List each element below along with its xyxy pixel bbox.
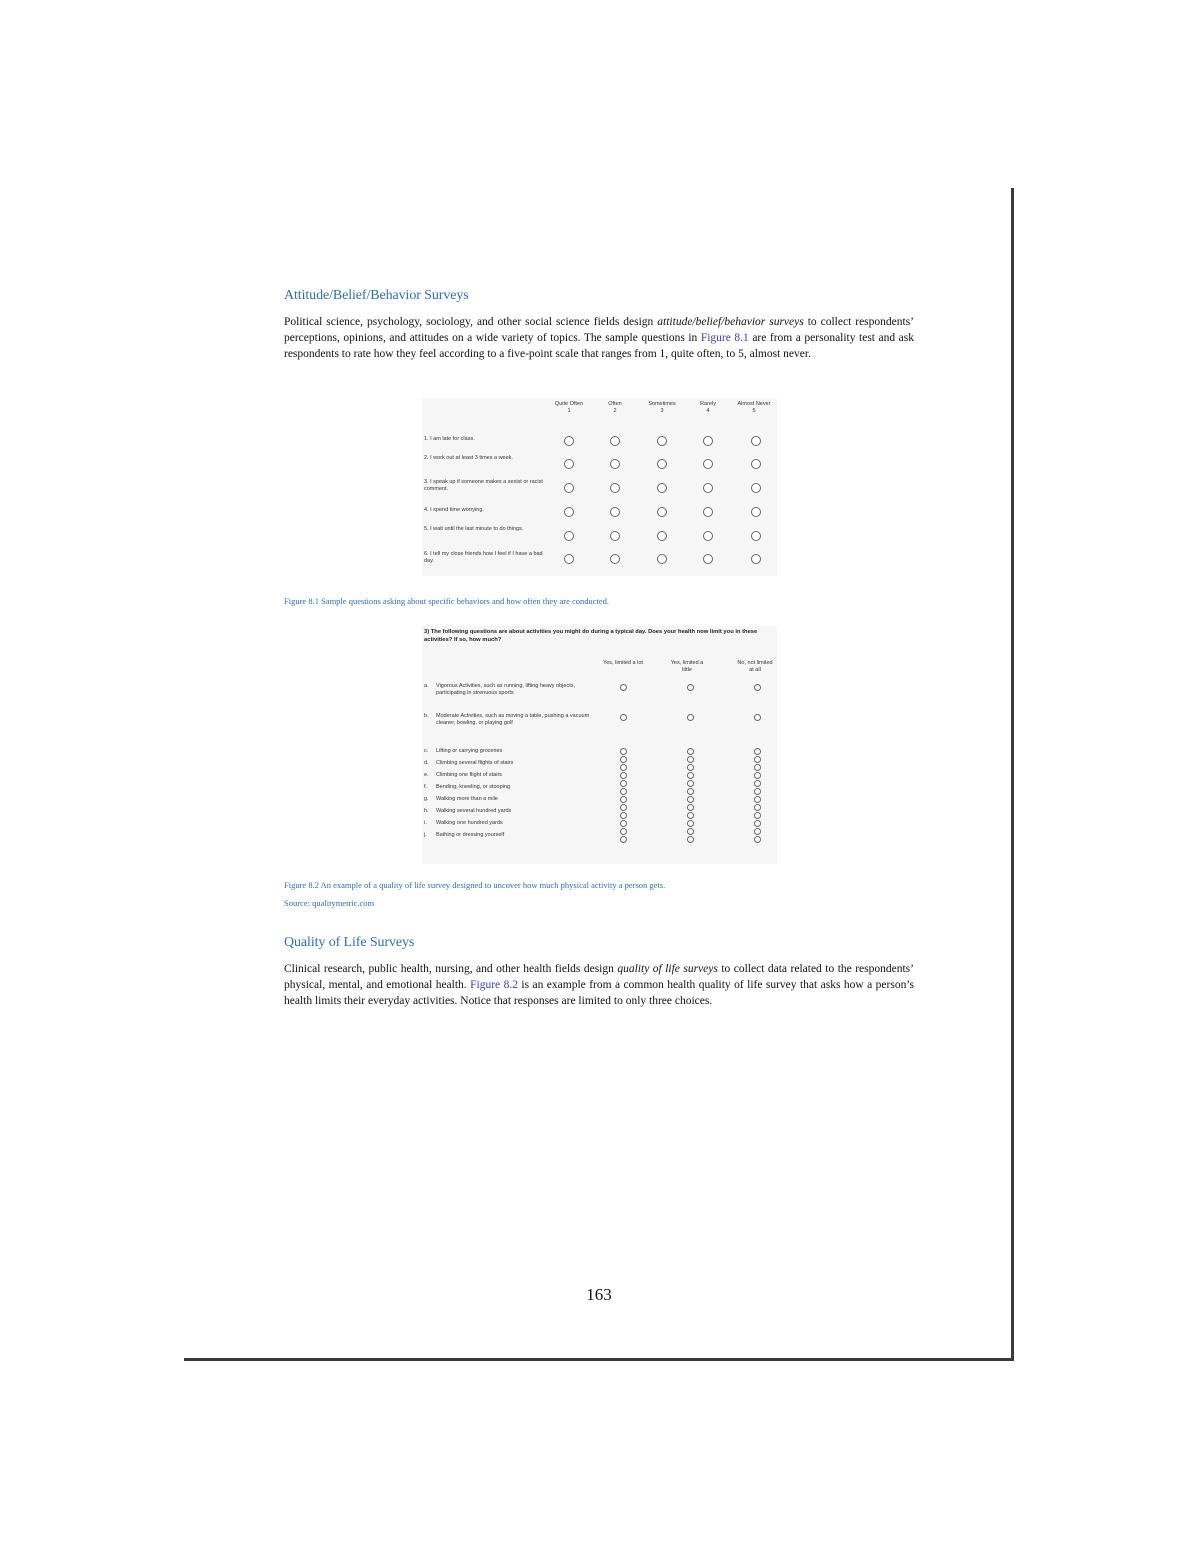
- column-header: Sometimes 3: [648, 401, 676, 414]
- item-letter: j.: [424, 832, 427, 838]
- limit-radio[interactable]: [620, 812, 627, 819]
- item-letter: f.: [424, 784, 428, 790]
- scale-radio[interactable]: [564, 554, 574, 564]
- scale-radio[interactable]: [657, 483, 667, 493]
- section-paragraph: Political science, psychology, sociology, and other social science fields design attitude/belief/behavior surveys to collect respondents’ perceptions, opinions, and attitudes on a wide variety of topics. The sample questions in Figure 8.1 are from a personality test and ask respondents to rate how they feel according to a five-point scale that ranges from 1, quite often, to 5, almost never.: [284, 316, 915, 360]
- scale-radio[interactable]: [703, 459, 713, 469]
- limit-radio[interactable]: [620, 804, 627, 811]
- survey-question: 3. I speak up if someone makes a sexist or racist comment.: [424, 479, 543, 492]
- limit-radio[interactable]: [754, 804, 761, 811]
- scale-radio[interactable]: [657, 554, 667, 564]
- scale-radio[interactable]: [751, 436, 761, 446]
- document-page: [184, 188, 1014, 1361]
- section-heading: Quality of Life Surveys: [284, 935, 415, 950]
- limit-radio[interactable]: [687, 764, 694, 771]
- figure-8-2-caption: Figure 8.2 An example of a quality of life survey designed to uncover how much physical activity a person gets.: [284, 880, 666, 890]
- item-letter: e.: [424, 772, 429, 778]
- limit-radio[interactable]: [754, 764, 761, 771]
- limit-radio[interactable]: [687, 756, 694, 763]
- limit-radio[interactable]: [687, 788, 694, 795]
- limit-radio[interactable]: [754, 812, 761, 819]
- column-header: No, not limited at all: [737, 660, 773, 673]
- limit-radio[interactable]: [620, 748, 627, 755]
- survey-question: 2. I work out at least 3 times a week.: [424, 455, 513, 461]
- limit-radio[interactable]: [754, 796, 761, 803]
- scale-radio[interactable]: [610, 554, 620, 564]
- scale-radio[interactable]: [703, 531, 713, 541]
- limit-radio[interactable]: [620, 772, 627, 779]
- limit-radio[interactable]: [754, 780, 761, 787]
- page-number: 163: [586, 1285, 612, 1304]
- scale-radio[interactable]: [610, 459, 620, 469]
- scale-radio[interactable]: [610, 531, 620, 541]
- survey-question: 6. I tell my close friends how I feel if I have a bad day.: [424, 551, 543, 564]
- scale-radio[interactable]: [703, 483, 713, 493]
- activity-item: Climbing several flights of stairs: [436, 760, 514, 766]
- scale-radio[interactable]: [751, 459, 761, 469]
- scale-radio[interactable]: [657, 507, 667, 517]
- scale-radio[interactable]: [610, 507, 620, 517]
- column-header: Rarely 4: [700, 401, 716, 414]
- scale-radio[interactable]: [703, 554, 713, 564]
- survey-question: 5. I wait until the last minute to do things.: [424, 526, 524, 532]
- limit-radio[interactable]: [687, 812, 694, 819]
- scale-radio[interactable]: [703, 436, 713, 446]
- figure-8-2: [422, 626, 777, 864]
- column-header: Almost Never 5: [737, 401, 771, 414]
- limit-radio[interactable]: [687, 828, 694, 835]
- limit-radio[interactable]: [620, 714, 627, 721]
- figure-8-1-caption: Figure 8.1 Sample questions asking about specific behaviors and how often they are conducted.: [284, 596, 610, 606]
- limit-radio[interactable]: [687, 836, 694, 843]
- limit-radio[interactable]: [754, 756, 761, 763]
- column-header: Yes, limited a lot: [603, 660, 643, 666]
- section-attitude-surveys: [284, 288, 914, 362]
- scale-radio[interactable]: [564, 507, 574, 517]
- item-letter: d.: [424, 760, 429, 766]
- item-letter: c.: [424, 748, 429, 754]
- activity-item: Walking one hundred yards: [436, 820, 503, 826]
- scale-radio[interactable]: [564, 531, 574, 541]
- activity-item: Walking several hundred yards: [436, 808, 512, 814]
- limit-radio[interactable]: [620, 836, 627, 843]
- scale-radio[interactable]: [564, 483, 574, 493]
- limit-radio[interactable]: [620, 820, 627, 827]
- figure-8-1-link[interactable]: Figure 8.1: [700, 332, 749, 344]
- scale-radio[interactable]: [564, 459, 574, 469]
- section-paragraph: Clinical research, public health, nursing, and other health fields design quality of life surveys to collect data related to the respondents’ physical, mental, and emotional health. Figure 8.2 is an example from a common health quality of life survey that asks how a person’s health limits their everyday activities. Notice that responses are limited to only three choices.: [284, 963, 915, 1007]
- limit-radio[interactable]: [687, 772, 694, 779]
- limit-radio[interactable]: [754, 820, 761, 827]
- limit-radio[interactable]: [620, 684, 627, 691]
- figure-8-2-link[interactable]: Figure 8.2: [470, 979, 518, 991]
- limit-radio[interactable]: [687, 804, 694, 811]
- scale-radio[interactable]: [610, 436, 620, 446]
- limit-radio[interactable]: [687, 748, 694, 755]
- survey-question: 4. I spend time worrying.: [424, 507, 484, 513]
- activity-item: Moderate Activities, such as moving a table, pushing a vacuum cleaner, bowling, or playing golf: [436, 713, 590, 726]
- scale-radio[interactable]: [751, 483, 761, 493]
- column-header: Yes, limited a little: [670, 660, 704, 673]
- limit-radio[interactable]: [620, 780, 627, 787]
- limit-radio[interactable]: [687, 714, 694, 721]
- limit-radio[interactable]: [754, 788, 761, 795]
- activity-item: Lifting or carrying groceries: [436, 748, 503, 754]
- limit-radio[interactable]: [687, 820, 694, 827]
- activity-item: Walking more than a mile: [436, 796, 498, 802]
- scale-radio[interactable]: [657, 531, 667, 541]
- scale-radio[interactable]: [610, 483, 620, 493]
- limit-radio[interactable]: [754, 836, 761, 843]
- limit-radio[interactable]: [620, 828, 627, 835]
- limit-radio[interactable]: [687, 684, 694, 691]
- column-header: Often 2: [608, 401, 622, 414]
- survey-question: 1. I am late for class.: [424, 436, 475, 442]
- activity-item: Bathing or dressing yourself: [436, 832, 505, 838]
- item-letter: g.: [424, 796, 429, 802]
- limit-radio[interactable]: [620, 788, 627, 795]
- limit-radio[interactable]: [620, 764, 627, 771]
- item-letter: a.: [424, 683, 429, 689]
- scale-radio[interactable]: [657, 459, 667, 469]
- limit-radio[interactable]: [754, 748, 761, 755]
- limit-radio[interactable]: [687, 796, 694, 803]
- scale-radio[interactable]: [751, 554, 761, 564]
- activity-item: Vigorous Activities, such as running, lifting heavy objects, participating in strenuous sports: [436, 683, 576, 696]
- limit-radio[interactable]: [687, 780, 694, 787]
- figure-title: 3) The following questions are about activities you might do during a typical day. Does your health now limit you in these activities? If so, how much?: [424, 629, 758, 643]
- item-letter: h.: [424, 808, 429, 814]
- figure-8-1: [422, 398, 777, 576]
- scale-radio[interactable]: [564, 436, 574, 446]
- item-letter: b.: [424, 713, 429, 719]
- limit-radio[interactable]: [754, 684, 761, 691]
- scale-radio[interactable]: [703, 507, 713, 517]
- section-heading: Attitude/Belief/Behavior Surveys: [284, 288, 469, 303]
- limit-radio[interactable]: [754, 714, 761, 721]
- limit-radio[interactable]: [754, 772, 761, 779]
- column-header: Quite Often 1: [554, 401, 584, 414]
- limit-radio[interactable]: [754, 828, 761, 835]
- figure-8-2-source: Source: qualitymetric.com: [284, 898, 375, 908]
- limit-radio[interactable]: [620, 756, 627, 763]
- scale-radio[interactable]: [657, 436, 667, 446]
- activity-item: Bending, kneeling, or stooping: [436, 784, 510, 790]
- activity-item: Climbing one flight of stairs: [436, 772, 503, 778]
- section-quality-of-life: [284, 935, 914, 1009]
- scale-radio[interactable]: [751, 507, 761, 517]
- limit-radio[interactable]: [620, 796, 627, 803]
- item-letter: i.: [424, 820, 427, 826]
- scale-radio[interactable]: [751, 531, 761, 541]
